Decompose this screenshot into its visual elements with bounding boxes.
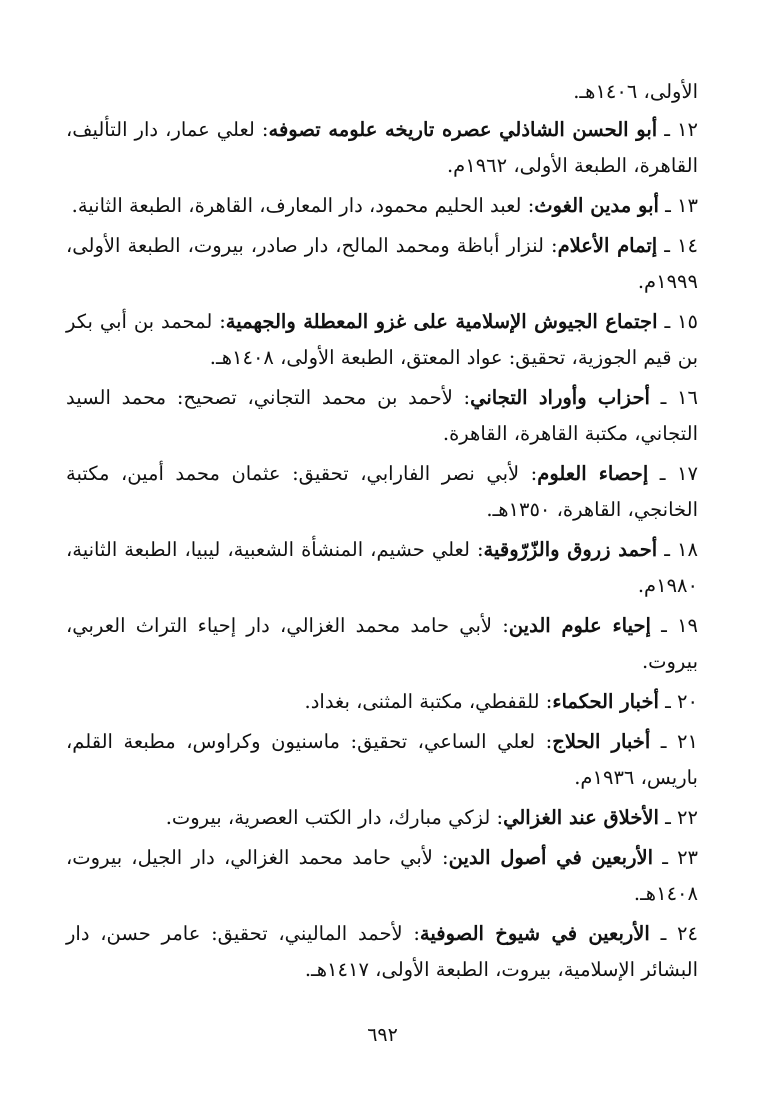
bibliography-entry-22 bbox=[66, 800, 698, 836]
bibliography-entry-13 bbox=[66, 188, 698, 224]
entry-details: : لزكي مبارك، دار الكتب العصرية، بيروت. bbox=[165, 806, 504, 829]
entry-title: الأخلاق عند الغزالي bbox=[503, 806, 659, 829]
entry-number: ٢٣ ـ bbox=[662, 846, 699, 869]
bibliography-entry-18 bbox=[66, 532, 698, 604]
bibliography-list bbox=[66, 74, 698, 992]
entry-details: : لأبي نصر الفارابي، تحقيق: عثمان محمد أمين، مكتبة الخانجي، القاهرة، ١٣٥٠هـ. bbox=[66, 462, 698, 521]
entry-title: اجتماع الجيوش الإسلامية على غزو المعطلة والجهمية bbox=[225, 310, 658, 333]
entry-details: : لأحمد بن محمد التجاني، تصحيح: محمد السيد التجاني، مكتبة القاهرة، القاهرة. bbox=[66, 386, 698, 445]
bibliography-entry-15 bbox=[66, 304, 698, 376]
entry-title: أبو الحسن الشاذلي عصره تاريخه علومه تصوفه bbox=[268, 118, 658, 141]
entry-title: أخبار الحلاج bbox=[552, 730, 651, 753]
entry-number: ١٩ ـ bbox=[661, 614, 699, 637]
entry-details: : لأبي حامد محمد الغزالي، دار إحياء التراث العربي، بيروت. bbox=[66, 614, 698, 673]
entry-details: : لعبد الحليم محمود، دار المعارف، القاهرة، الطبعة الثانية. bbox=[71, 194, 535, 217]
bibliography-entry-17 bbox=[66, 456, 698, 528]
entry-title: الأربعين في أصول الدين bbox=[448, 846, 654, 869]
entry-details: : لنزار أباظة ومحمد المالح، دار صادر، بيروت، الطبعة الأولى، ١٩٩٩م. bbox=[66, 234, 698, 293]
entry-number: ٢١ ـ bbox=[660, 730, 698, 753]
entry-title: أحمد زروق والزّرّوقية bbox=[483, 538, 658, 561]
entry-number: ١٦ ـ bbox=[660, 386, 698, 409]
entry-title: أخبار الحكماء bbox=[552, 690, 659, 713]
entry-number: ١٤ ـ bbox=[664, 234, 698, 257]
bibliography-entry-20 bbox=[66, 684, 698, 720]
entry-title: أحزاب وأوراد التجاني bbox=[470, 386, 650, 409]
entry-details: : لأحمد الماليني، تحقيق: عامر حسن، دار البشائر الإسلامية، بيروت، الطبعة الأولى، ١٤١٧هـ. bbox=[66, 922, 698, 981]
page-number: ٦٩٢ bbox=[367, 1024, 398, 1046]
continuation-line: الأولى، ١٤٠٦هـ. bbox=[573, 80, 698, 103]
entry-title: إحصاء العلوم bbox=[537, 462, 649, 485]
entry-details: : لأبي حامد محمد الغزالي، دار الجيل، بيروت، ١٤٠٨هـ. bbox=[66, 846, 698, 905]
entry-title: إحياء علوم الدين bbox=[508, 614, 651, 637]
entry-number: ٢٤ ـ bbox=[660, 922, 698, 945]
entry-number: ١٢ ـ bbox=[664, 118, 698, 141]
entry-number: ٢٢ ـ bbox=[665, 806, 698, 829]
bibliography-entry-16 bbox=[66, 380, 698, 452]
bibliography-entry-24 bbox=[66, 916, 698, 988]
entry-number: ١٧ ـ bbox=[659, 462, 698, 485]
bibliography-entry-21 bbox=[66, 724, 698, 796]
entry-title: أبو مدين الغوث bbox=[534, 194, 659, 217]
entry-number: ١٣ ـ bbox=[665, 194, 698, 217]
bibliography-entry-19 bbox=[66, 608, 698, 680]
entry-details: : لمحمد بن أبي بكر بن قيم الجوزية، تحقيق: عواد المعتق، الطبعة الأولى، ١٤٠٨هـ. bbox=[66, 310, 698, 369]
entry-number: ١٥ ـ bbox=[664, 310, 698, 333]
entry-number: ٢٠ ـ bbox=[665, 690, 698, 713]
entry-details: : لعلي عمار، دار التأليف، القاهرة، الطبعة الأولى، ١٩٦٢م. bbox=[66, 118, 698, 177]
entry-title: الأربعين في شيوخ الصوفية bbox=[419, 922, 650, 945]
bibliography-entry-14 bbox=[66, 228, 698, 300]
entry-number: ١٨ ـ bbox=[664, 538, 698, 561]
entry-title: إتمام الأعلام bbox=[557, 234, 658, 257]
entry-details: : لعلي حشيم، المنشأة الشعبية، ليبيا، الطبعة الثانية، ١٩٨٠م. bbox=[66, 538, 698, 597]
bibliography-entry-23 bbox=[66, 840, 698, 912]
entry-details: : لعلي الساعي، تحقيق: ماسنيون وكراوس، مطبعة القلم، باريس، ١٩٣٦م. bbox=[66, 730, 698, 789]
bibliography-entry-12 bbox=[66, 112, 698, 184]
entry-details: : للقفطي، مكتبة المثنى، بغداد. bbox=[304, 690, 553, 713]
